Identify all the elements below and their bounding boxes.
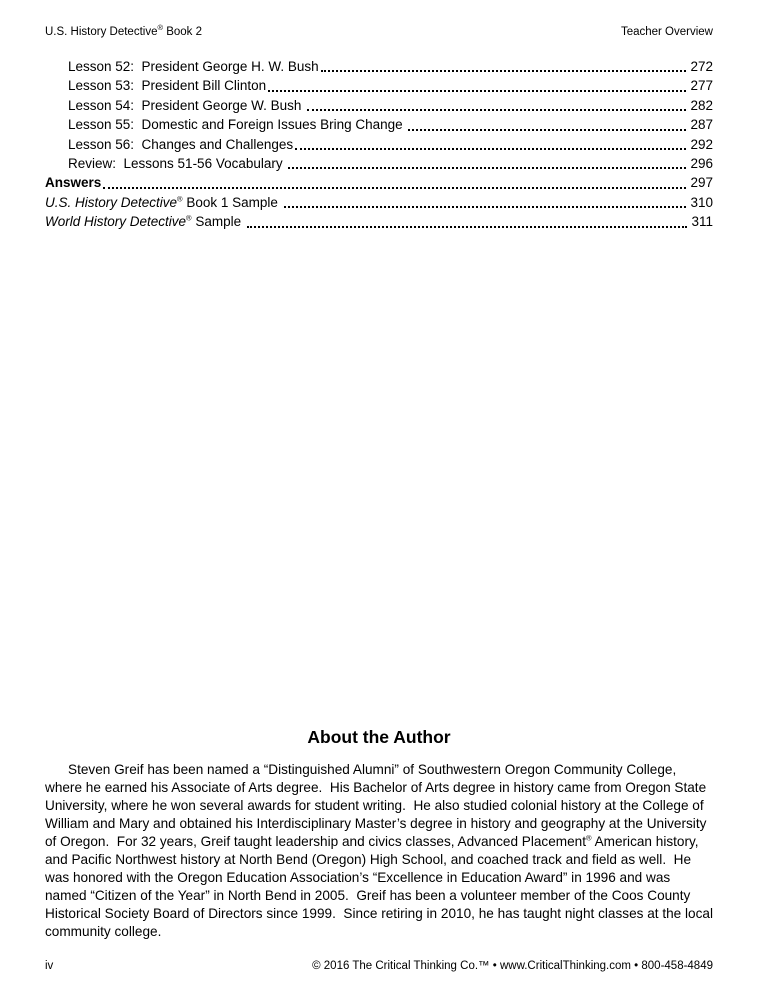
registered-trademark-icon: ® xyxy=(186,213,192,223)
toc-label xyxy=(45,212,245,231)
section-title: Teacher Overview xyxy=(620,26,713,38)
table-of-contents xyxy=(45,57,713,232)
about-author-section xyxy=(45,726,717,941)
toc-label: Lesson 56: Changes and Challenges xyxy=(68,136,294,152)
toc-row-lesson-55 xyxy=(45,115,713,134)
registered-trademark-icon: ® xyxy=(177,194,183,204)
about-text-part1: Steven Greif has been named a “Distinguished Alumni” of Southwestern Oregon Community College, where he earned his Associate of Arts degree. His Bachelor of Arts degree in history came from Oregon State University, where he won several awards for student writing. He also studied colonial history at the College of William and Mary and obtained his Interdisciplinary Master’s degree in history and geography at the University of Oregon. For 32 years, Greif taught leadership and civics classes, Advanced Placement xyxy=(45,762,711,849)
toc-page-number: 310 xyxy=(690,194,713,210)
toc-label: Lesson 55: Domestic and Foreign Issues Bring Change xyxy=(68,117,407,133)
dot-leader xyxy=(103,173,686,188)
toc-label: Review: Lessons 51-56 Vocabulary xyxy=(68,155,287,171)
toc-page-number: 296 xyxy=(690,155,713,171)
toc-row-lesson-53 xyxy=(45,76,713,95)
toc-label xyxy=(45,193,282,212)
copyright-line: © 2016 The Critical Thinking Co.™ • www.CriticalThinking.com • 800-458-4849 xyxy=(312,960,713,972)
toc-label: Lesson 53: President Bill Clinton xyxy=(68,78,267,94)
toc-page-number: 297 xyxy=(690,175,713,191)
toc-row-lesson-52 xyxy=(45,57,713,76)
toc-page-number: 282 xyxy=(690,97,713,113)
page-footer xyxy=(45,959,713,973)
dot-leader xyxy=(321,57,687,72)
toc-page-number: 311 xyxy=(691,214,713,230)
toc-label-italic: World History Detective xyxy=(45,214,187,230)
book-title-rest: Book 2 xyxy=(163,26,203,38)
toc-label: Lesson 52: President George H. W. Bush xyxy=(68,59,319,74)
dot-leader xyxy=(284,193,687,208)
toc-page-number: 292 xyxy=(690,136,713,152)
toc-label: Answers xyxy=(45,175,102,191)
folio-page-number: iv xyxy=(45,960,54,972)
toc-label-rest: Book 1 Sample xyxy=(182,194,282,210)
book-title xyxy=(45,25,202,39)
toc-label-rest: Sample xyxy=(191,214,245,230)
toc-row-world-history-sample xyxy=(45,212,713,231)
toc-row-book1-sample xyxy=(45,193,713,212)
toc-label-italic: U.S. History Detective xyxy=(45,194,178,210)
dot-leader xyxy=(408,115,686,130)
about-author-paragraph xyxy=(45,761,717,941)
toc-row-answers xyxy=(45,173,713,192)
registered-trademark-icon: ® xyxy=(157,23,164,33)
book-title-main: U.S. History Detective xyxy=(45,26,158,38)
toc-page-number: 272 xyxy=(690,59,713,74)
toc-label: Lesson 54: President George W. Bush xyxy=(68,97,306,113)
dot-leader xyxy=(268,76,686,91)
about-author-heading: About the Author xyxy=(307,727,451,747)
about-text-part2: American history, and Pacific Northwest history at North Bend (Oregon) High School, and coached track and field as well. He was honored with the Oregon Education Association’s “Excellence in Education Award” in 1996 and was named “Citizen of the Year” in North Bend in 2005. Greif has been a volunteer member of the Coos County Historical Society Board of Directors since 1999. Since retiring in 2010, he has taught night classes at the local community college. xyxy=(45,834,717,939)
dot-leader xyxy=(247,212,688,227)
toc-page-number: 277 xyxy=(690,78,713,94)
toc-page-number: 287 xyxy=(690,117,713,133)
dot-leader xyxy=(307,96,686,111)
registered-trademark-icon: ® xyxy=(586,833,592,843)
toc-row-lesson-56 xyxy=(45,135,713,154)
toc-row-lesson-54 xyxy=(45,96,713,115)
dot-leader xyxy=(295,135,686,150)
page-header xyxy=(45,25,713,39)
toc-row-review xyxy=(45,154,713,173)
dot-leader xyxy=(288,154,686,169)
